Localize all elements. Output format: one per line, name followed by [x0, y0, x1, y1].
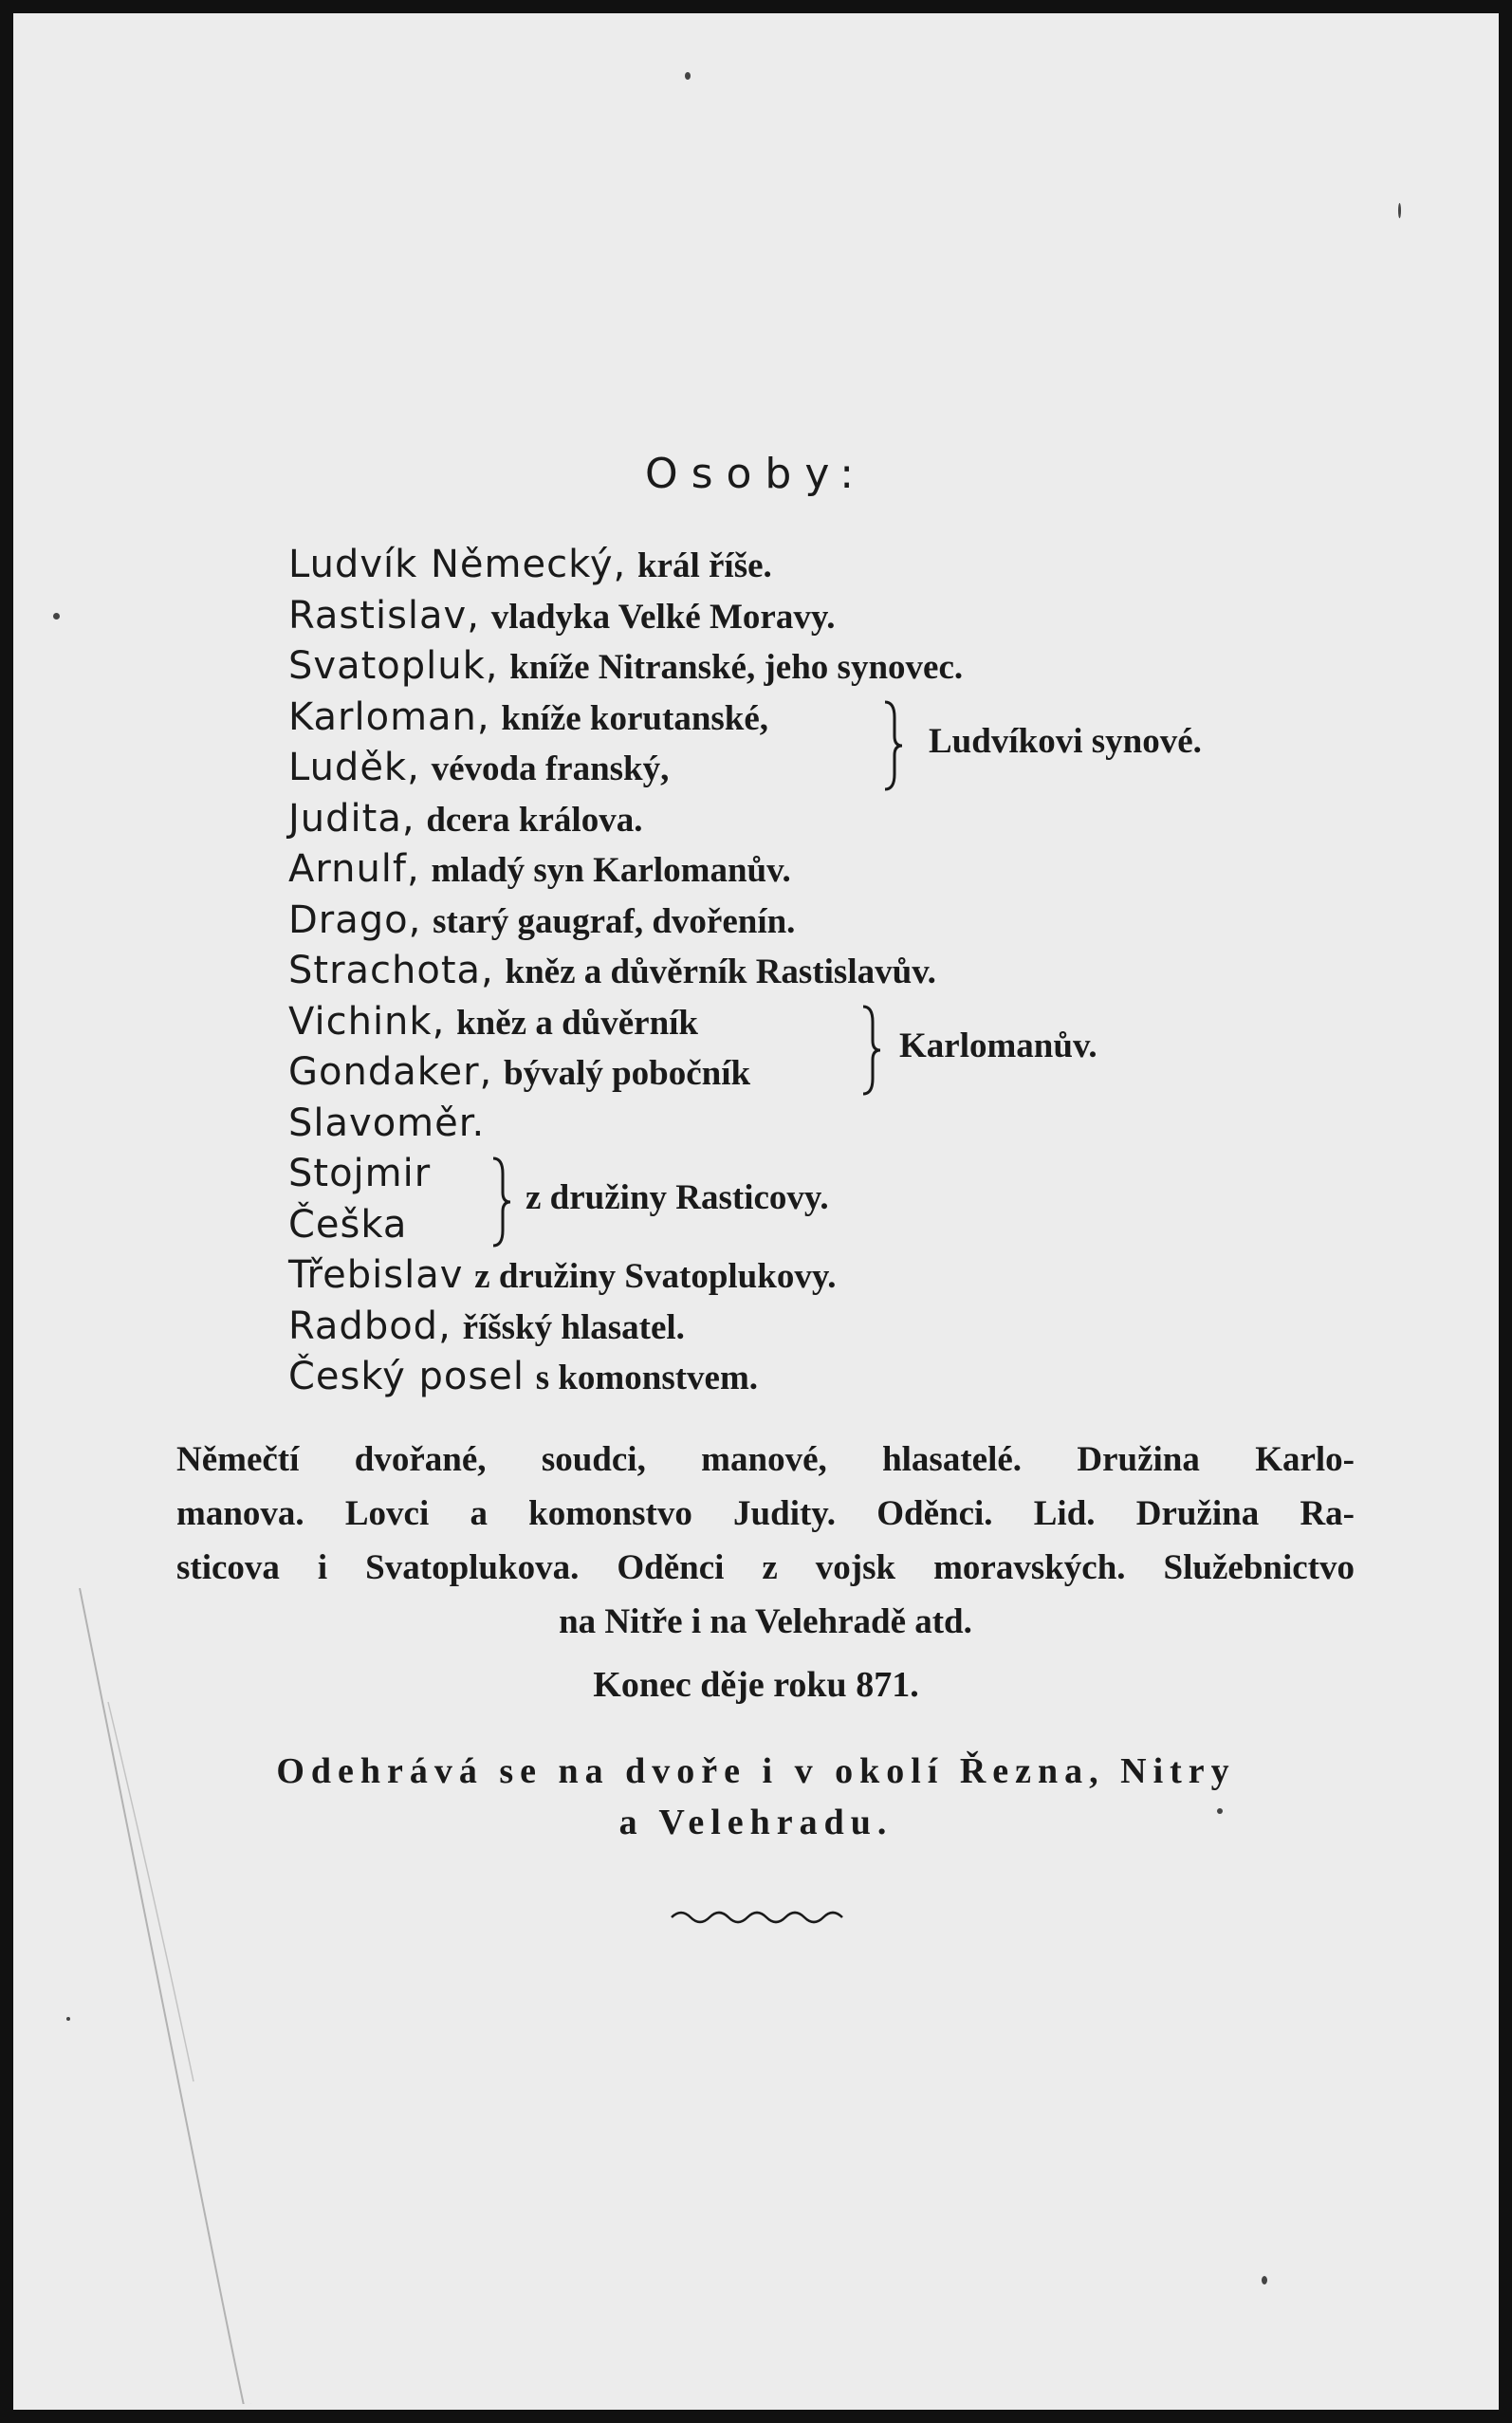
- cast-list: [288, 540, 1202, 1403]
- character-name: Stojmir: [288, 1152, 432, 1195]
- character-desc: s komonstvem.: [535, 1359, 759, 1397]
- character-name: Češka: [288, 1202, 408, 1247]
- setting-text: [127, 1746, 1385, 1848]
- character-name: Vichink,: [288, 999, 446, 1044]
- character-desc: vladyka Velké Moravy.: [490, 597, 836, 637]
- cast-row: [288, 794, 963, 845]
- paragraph-line: Němečtí dvořané, soudci, manové, hlasatelé. Družina Karlo-: [176, 1440, 1355, 1479]
- character-name: Luděk,: [288, 746, 420, 789]
- cast-row: [288, 1352, 963, 1403]
- right-brace-icon: [489, 1155, 512, 1249]
- scan-speck: [1398, 203, 1401, 218]
- character-name: Judita,: [288, 796, 415, 841]
- character-name: Český posel: [288, 1355, 525, 1398]
- cast-row: [288, 844, 963, 896]
- character-name: Arnulf,: [288, 847, 420, 891]
- cast-row: [288, 591, 963, 642]
- cast-row: [288, 1250, 963, 1302]
- character-desc: z družiny Svatoplukovy.: [474, 1257, 837, 1296]
- character-name: Karloman,: [288, 694, 490, 739]
- cast-row: [288, 896, 963, 947]
- character-desc: bývalý pobočník: [504, 1054, 751, 1093]
- character-name: Rastislav,: [288, 593, 480, 638]
- scan-streak: [70, 1588, 298, 2404]
- character-name: Drago,: [288, 897, 422, 942]
- group-label-rasticova: z družiny Rasticovy.: [526, 1178, 829, 1217]
- character-name: Ludvík Německý,: [288, 543, 627, 586]
- cast-row: [288, 641, 963, 693]
- scan-speck: [685, 72, 691, 80]
- character-desc: mladý syn Karlomanův.: [431, 851, 791, 890]
- cast-row: [288, 1099, 963, 1150]
- character-name: Třebislav: [288, 1253, 464, 1297]
- document-page: [13, 13, 1499, 2410]
- character-desc: kněz a důvěrník Rastislavův.: [505, 953, 936, 991]
- character-desc: kníže korutanské,: [501, 698, 769, 738]
- extras-paragraph: [176, 1433, 1355, 1649]
- character-desc: starý gaugraf, dvořenín.: [433, 901, 796, 941]
- konec-line: Konec děje roku 871.: [593, 1665, 919, 1705]
- group-label-karloman: Karlomanův.: [899, 1026, 1097, 1065]
- character-name: Svatopluk,: [288, 644, 499, 688]
- scan-speck: [1217, 1808, 1223, 1814]
- right-brace-icon: [881, 698, 904, 793]
- character-desc: král říše.: [636, 546, 772, 585]
- group-karloman: [288, 997, 1097, 1099]
- group-sons: [288, 693, 1202, 794]
- character-name: Slavoměr.: [288, 1101, 486, 1145]
- cast-row: [288, 1302, 963, 1353]
- character-desc: kníže Nitranské, jeho synovec.: [509, 648, 964, 687]
- character-desc: vévoda franský,: [431, 749, 670, 788]
- page-title: Osoby:: [644, 450, 868, 498]
- group-rasticova: [288, 1149, 963, 1250]
- character-name: Radbod,: [288, 1304, 452, 1348]
- character-name: Strachota,: [288, 949, 494, 992]
- setting-line: Odehrává se na dvoře i v okolí Řezna, Nitry: [276, 1751, 1236, 1791]
- character-desc: říšský hlasatel.: [462, 1307, 685, 1347]
- cast-row: [288, 540, 963, 591]
- cast-row: [288, 693, 963, 744]
- character-desc: dcera králova.: [426, 800, 643, 840]
- scan-speck: [1262, 2276, 1267, 2284]
- paragraph-line: manova. Lovci a komonstvo Judity. Oděnci. Lid. Družina Ra-: [176, 1494, 1355, 1533]
- paragraph-line: sticova i Svatoplukova. Oděnci z vojsk moravských. Služebnictvo: [176, 1548, 1355, 1587]
- right-brace-icon: [859, 1003, 882, 1098]
- cast-row: [288, 946, 963, 997]
- character-name: Gondaker,: [288, 1050, 493, 1094]
- setting-line: a Velehradu.: [618, 1803, 894, 1842]
- paragraph-line: na Nitře i na Velehradě atd.: [559, 1602, 972, 1641]
- wavy-line-ornament-icon: [670, 1906, 844, 1929]
- cast-row: [288, 743, 963, 794]
- scan-speck: [53, 613, 60, 620]
- group-label-sons: Ludvíkovi synové.: [929, 721, 1202, 761]
- character-desc: kněz a důvěrník: [456, 1003, 698, 1043]
